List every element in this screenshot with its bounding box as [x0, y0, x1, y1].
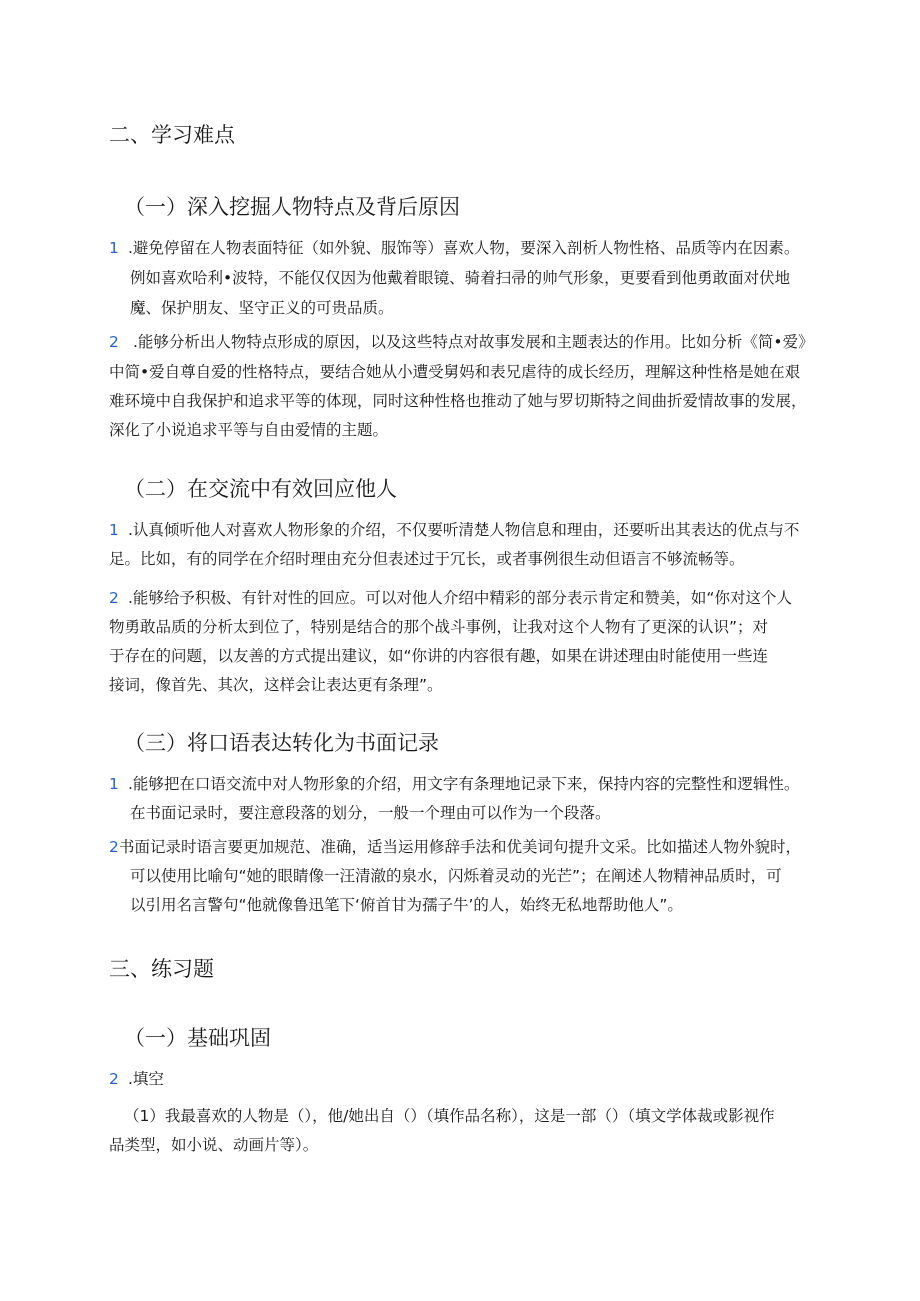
paragraph-line: .能够分析出人物特点形成的原因，以及这些特点对故事发展和主题表达的作用。比如分析《简•爱》 — [133, 333, 814, 351]
section-title-exercises: 三、练习题 — [109, 957, 214, 981]
question-line: 品类型，如小说、动画片等）。 — [109, 1136, 319, 1154]
question-line: （1）我最喜欢的人物是（），他/她出自（）（填作品名称），这是一部（）（填文学体裁或影视作 — [124, 1107, 775, 1125]
paragraph-line: 物勇敢品质的分析太到位了，特别是结合的那个战斗事例，让我对这个人物有了更深的认识”；对 — [109, 618, 769, 636]
subsection-title-3: （三）将口语表达转化为书面记录 — [124, 731, 439, 755]
paragraph-line: 接词，像首先、其次，这样会让表达更有条理”。 — [109, 676, 443, 694]
paragraph-line: 中简•爱自尊自爱的性格特点，要结合她从小遭受舅妈和表兄虐待的成长经历，理解这种性格是她在艰 — [109, 363, 801, 381]
paragraph-line: 足。比如，有的同学在介绍时理由充分但表述过于冗长，或者事例很生动但语言不够流畅等。 — [109, 550, 745, 568]
item-number: 2 — [109, 1070, 119, 1088]
subsection-title-basics: （一）基础巩固 — [124, 1026, 271, 1050]
paragraph-line: 书面记录时语言要更加规范、准确，适当运用修辞手法和优美词句提升文采。比如描述人物外貌时， — [119, 838, 802, 856]
item-number: 1 — [109, 775, 119, 793]
section-title-difficulties: 二、学习难点 — [109, 123, 235, 147]
paragraph-line: .避免停留在人物表面特征（如外貌、服饰等）喜欢人物，要深入剖析人物性格、品质等内在因素。 — [128, 239, 800, 257]
paragraph-line: 在书面记录时，要注意段落的划分，一般一个理由可以作为一个段落。 — [130, 804, 611, 822]
paragraph-line: .认真倾听他人对喜欢人物形象的介绍，不仅要听清楚人物信息和理由，还要听出其表达的优点与不 — [128, 521, 800, 539]
paragraph-line: 深化了小说追求平等与自由爱情的主题。 — [109, 421, 389, 439]
paragraph-line: 以引用名言警句“他就像鲁迅笔下‘俯首甘为孺子牛’的人，始终无私地帮助他人”。 — [130, 896, 683, 914]
item-number: 1 — [109, 239, 119, 257]
subsection-title-1: （一）深入挖掘人物特点及背后原因 — [124, 195, 460, 219]
paragraph-line: 可以使用比喻句“她的眼睛像一汪清澈的泉水，闪烁着灵动的光芒”；在阐述人物精神品质时，可 — [130, 867, 782, 885]
paragraph-line: .能够把在口语交流中对人物形象的介绍，用文字有条理地记录下来，保持内容的完整性和逻辑性。 — [128, 775, 800, 793]
paragraph-line: 例如喜欢哈利•波特，不能仅仅因为他戴着眼镜、骑着扫帚的帅气形象，更要看到他勇敢面对伏地 — [130, 269, 791, 287]
subsection-title-2: （二）在交流中有效回应他人 — [124, 477, 397, 501]
item-number: 2 — [109, 333, 119, 351]
paragraph-line: .能够给予积极、有针对性的回应。可以对他人介绍中精彩的部分表示肯定和赞美，如“你对这个人 — [128, 589, 792, 607]
item-number: 2 — [109, 838, 119, 856]
item-number: 2 — [109, 589, 119, 607]
paragraph-line: .填空 — [128, 1070, 164, 1088]
item-number: 1 — [109, 521, 119, 539]
paragraph-line: 魔、保护朋友、坚守正义的可贵品质。 — [130, 299, 394, 317]
paragraph-line: 于存在的问题，以友善的方式提出建议，如“你讲的内容很有趣，如果在讲述理由时能使用一些连 — [109, 647, 769, 665]
paragraph-line: 难环境中自我保护和追求平等的体现，同时这种性格也推动了她与罗切斯特之间曲折爱情故事的发展， — [109, 392, 807, 410]
